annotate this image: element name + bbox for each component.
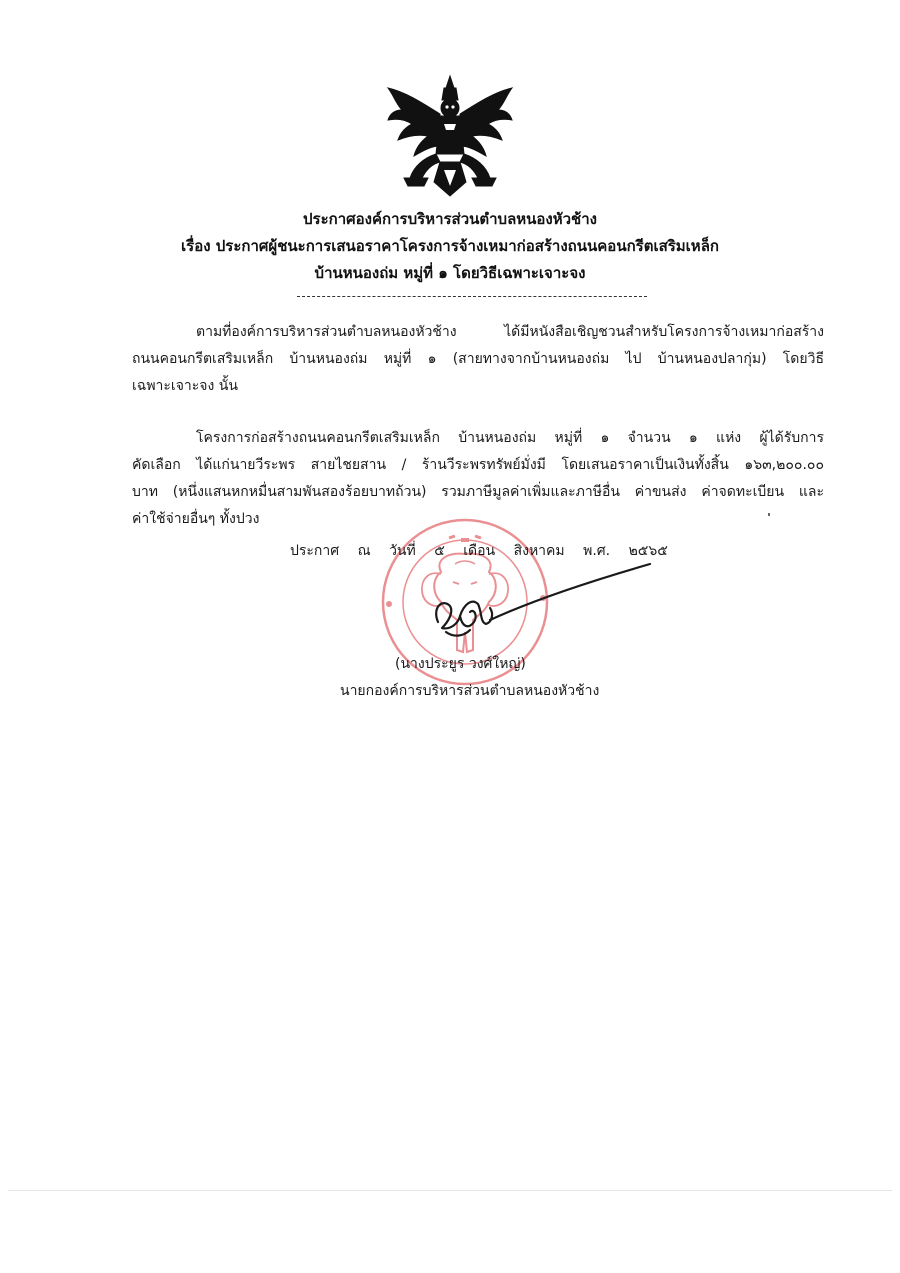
scan-edge-line [8, 1190, 892, 1191]
announce-at: ณ [357, 543, 371, 559]
paragraph-line: บาท (หนึ่งแสนหกหมื่นสามพันสองร้อยบาทถ้วน) รวมภาษีมูลค่าเพิ่มและภาษีอื่น ค่าขนส่ง ค่าจดทะเบียน และ [132, 484, 824, 500]
paragraph-line: โครงการก่อสร้างถนนคอนกรีตเสริมเหล็ก บ้านหนองถ่ม หมู่ที่ ๑ จำนวน ๑ แห่ง ผู้ได้รับการ [196, 430, 824, 446]
document-subject: เรื่อง ประกาศผู้ชนะการเสนอราคาโครงการจ้างเหมาก่อสร้างถนนคอนกรีตเสริมเหล็ก [181, 237, 719, 255]
document-subject-continued: บ้านหนองถ่ม หมู่ที่ ๑ โดยวิธีเฉพาะเจาะจง [314, 264, 586, 282]
announce-month: สิงหาคม [513, 543, 565, 559]
scan-speck [768, 513, 770, 516]
paragraph-line: เฉพาะเจาะจง นั้น [132, 378, 238, 394]
paragraph-line: ค่าใช้จ่ายอื่นๆ ทั้งปวง [132, 511, 260, 527]
signature-icon [420, 560, 660, 650]
signer-name: (นางประยูร วงศ์ใหญ่) [395, 656, 526, 672]
announce-label: ประกาศ [290, 543, 340, 559]
paragraph-line: ถนนคอนกรีตเสริมเหล็ก บ้านหนองถ่ม หมู่ที่ ๑ (สายทางจากบ้านหนองถ่ม ไป บ้านหนองปลากุ่ม) โดยวิธี [132, 351, 824, 367]
announcement-date [290, 540, 682, 562]
announce-month-label: เดือน [463, 543, 496, 559]
announce-year: ๒๕๖๕ [628, 543, 668, 559]
announce-day: ๕ [434, 543, 445, 559]
signer-position: นายกองค์การบริหารส่วนตำบลหนองหัวช้าง [340, 683, 600, 699]
paragraph-line: ตามที่องค์การบริหารส่วนตำบลหนองหัวช้าง ได้มีหนังสือเชิญชวนสำหรับโครงการจ้างเหมาก่อสร้าง [196, 324, 824, 340]
announce-year-label: พ.ศ. [583, 543, 611, 559]
document-title: ประกาศองค์การบริหารส่วนตำบลหนองหัวช้าง [303, 210, 597, 228]
announce-day-label: วันที่ [389, 543, 416, 559]
garuda-emblem-icon [384, 74, 516, 202]
paragraph-invitation [132, 319, 824, 400]
header-divider [297, 296, 647, 297]
paragraph-line: คัดเลือก ได้แก่นายวีระพร สายไชยสาน / ร้านวีระพรทรัพย์มั่งมี โดยเสนอราคาเป็นเงินทั้งสิ้น ๑๖๓,๒๐๐.๐๐ [132, 457, 824, 473]
